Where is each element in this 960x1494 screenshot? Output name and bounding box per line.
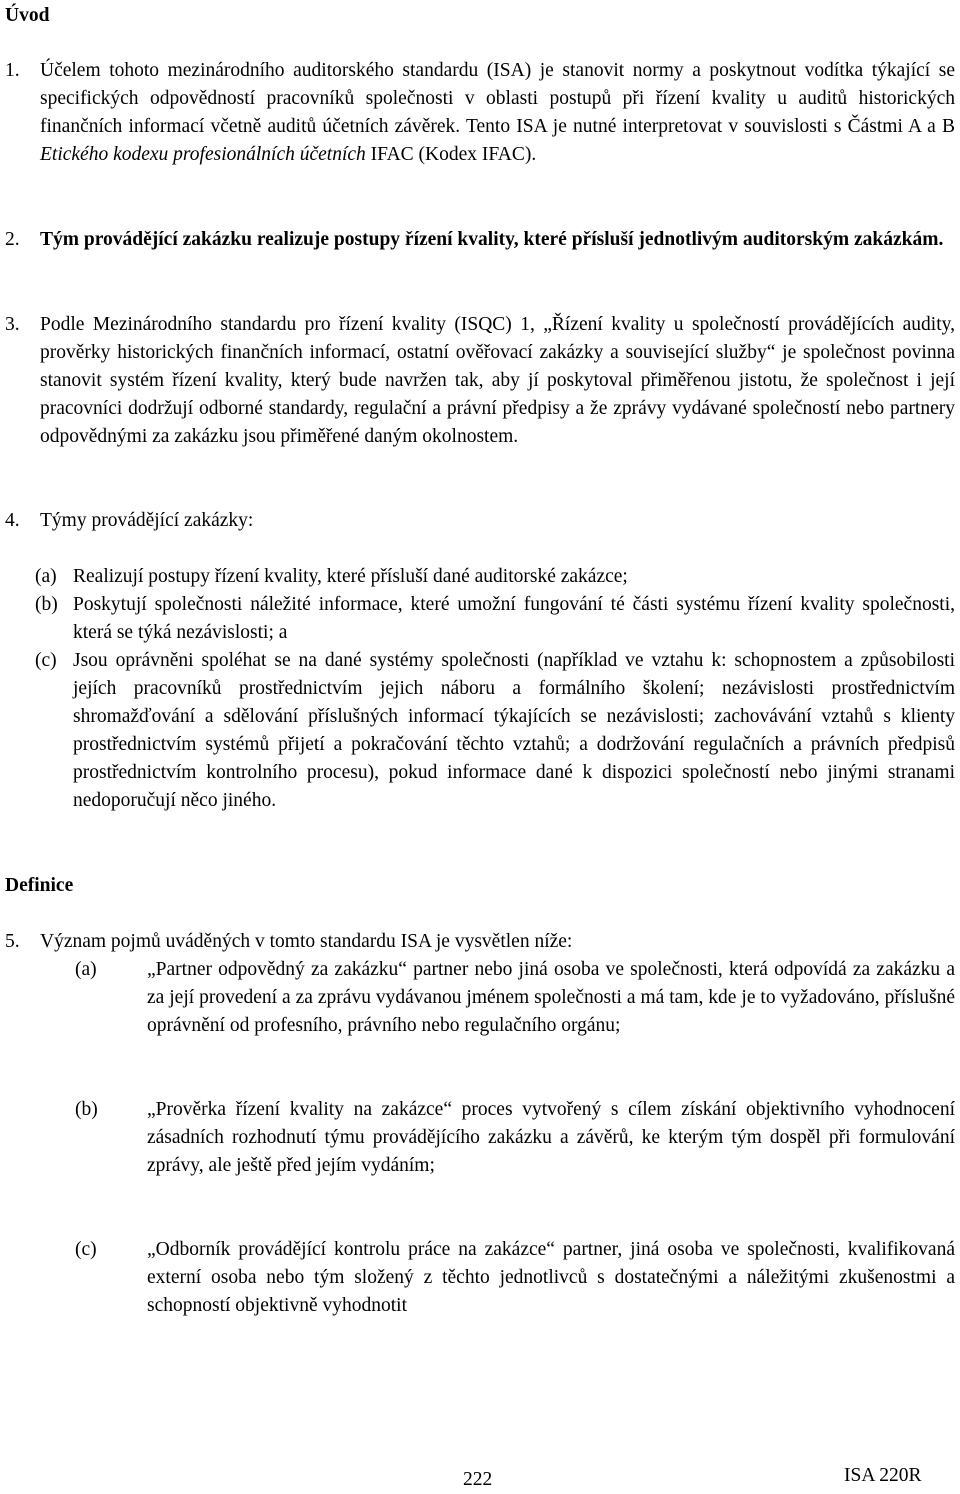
list-item-label: (a) bbox=[35, 566, 57, 587]
list-item bbox=[35, 647, 955, 815]
definition-text: „Prověrka řízení kvality na zakázce“ proces vytvořený s cílem získání objektivního vyhodnocení zásadních rozhodnutí týmu provádějícího zakázku a závěrů, ke kterým tým dospěl při formulování zprávy, ale ještě před jejím vydáním; bbox=[147, 1099, 955, 1176]
paragraph-number: 5. bbox=[5, 931, 20, 952]
definition-text: „Partner odpovědný za zakázku“ partner nebo jiná osoba ve společnosti, která odpovídá za zakázku a za její provedení a za zprávu vydávanou jménem společnosti a má tam, kde je to vyžadováno, příslušné oprávnění od profesního, právního nebo regulačního orgánu; bbox=[147, 959, 955, 1036]
paragraph-number: 3. bbox=[5, 314, 20, 335]
paragraph-text-italic: Etického kodexu profesionálních účetních bbox=[40, 144, 366, 165]
list-item-text: Realizují postupy řízení kvality, které přísluší dané auditorské zakázce; bbox=[73, 566, 628, 587]
definition-label: (b) bbox=[75, 1099, 98, 1120]
section-heading-uvod: Úvod bbox=[5, 5, 50, 26]
list-item bbox=[35, 563, 955, 591]
paragraph-text: Týmy provádějící zakázky: bbox=[40, 510, 254, 531]
paragraph-text bbox=[40, 57, 955, 169]
paragraph-text: Význam pojmů uváděných v tomto standardu ISA je vysvětlen níže: bbox=[40, 931, 573, 952]
list-item-label: (b) bbox=[35, 594, 58, 615]
paragraph-text-part: Účelem tohoto mezinárodního auditorského standardu (ISA) je stanovit normy a poskytnout vodítka týkající se specifických odpovědností pracovníků společnosti v oblasti postupů při řízení kvality u auditů historických finančních informací včetně auditů účetních závěrek. Tento ISA je nutné interpretovat v souvislosti s Částmi A a B bbox=[40, 60, 955, 137]
definition-label: (c) bbox=[75, 1239, 97, 1260]
paragraph-2 bbox=[5, 226, 955, 254]
paragraph-text: Podle Mezinárodního standardu pro řízení kvality (ISQC) 1, „Řízení kvality u společností provádějících audity, prověrky historických finančních informací, ostatní ověřovací zakázky a související služby“ je společnost povinna stanovit systém řízení kvality, který bude navržen tak, aby jí poskytoval přiměřenou jistotu, že společnost i její pracovníci dodržují odborné standardy, regulační a právní předpisy a že zprávy vydávané společností nebo partnery odpovědnými za zakázku jsou přiměřené daným okolnostem. bbox=[40, 314, 955, 447]
definition-label: (a) bbox=[75, 959, 97, 980]
list-item-text: Poskytují společnosti náležité informace, které umožní fungování té části systému řízení kvality společnosti, která se týká nezávislosti; a bbox=[73, 594, 955, 643]
paragraph-3 bbox=[5, 311, 955, 451]
paragraph-number: 4. bbox=[5, 510, 20, 531]
definition-item bbox=[75, 1096, 955, 1180]
definition-text: „Odborník provádějící kontrolu práce na zakázce“ partner, jiná osoba ve společnosti, kvalifikovaná externí osoba nebo tým složený z těchto jednotlivců s dostatečnými a náležitými zkušenostmi a schopností objektivně vyhodnotit bbox=[147, 1239, 955, 1316]
paragraph-text-part: IFAC (Kodex IFAC). bbox=[365, 144, 537, 165]
paragraph-4 bbox=[5, 507, 955, 535]
paragraph-number: 1. bbox=[5, 60, 20, 81]
list-item bbox=[35, 591, 955, 647]
list-item-label: (c) bbox=[35, 650, 57, 671]
document-code: ISA 220R bbox=[844, 1465, 922, 1486]
section-heading-definice: Definice bbox=[5, 875, 74, 896]
definition-item bbox=[75, 1236, 955, 1320]
page-number: 222 bbox=[463, 1469, 493, 1490]
paragraph-number: 2. bbox=[5, 229, 20, 250]
list-item-text: Jsou oprávněni spoléhat se na dané systémy společnosti (například ve vztahu k: schopnostem a způsobilosti jejích pracovníků prostřednictvím jejich náboru a formálního školení; nezávislosti prostřednictvím shromažďování a sdělování příslušných informací týkajících se nezávislosti; zachovávání vztahů s klienty prostřednictvím systémů přijetí a pokračování těchto vztahů; a dodržování regulačních a právních předpisů prostřednictvím kontrolního procesu), pokud informace dané k dispozici společností nebo jinými stranami nedoporučují něco jiného. bbox=[73, 650, 955, 811]
definition-item bbox=[75, 956, 955, 1040]
paragraph-5 bbox=[5, 928, 955, 956]
paragraph-text: Tým provádějící zakázku realizuje postupy řízení kvality, které přísluší jednotlivým auditorským zakázkám. bbox=[40, 229, 944, 250]
paragraph-1 bbox=[5, 57, 955, 169]
